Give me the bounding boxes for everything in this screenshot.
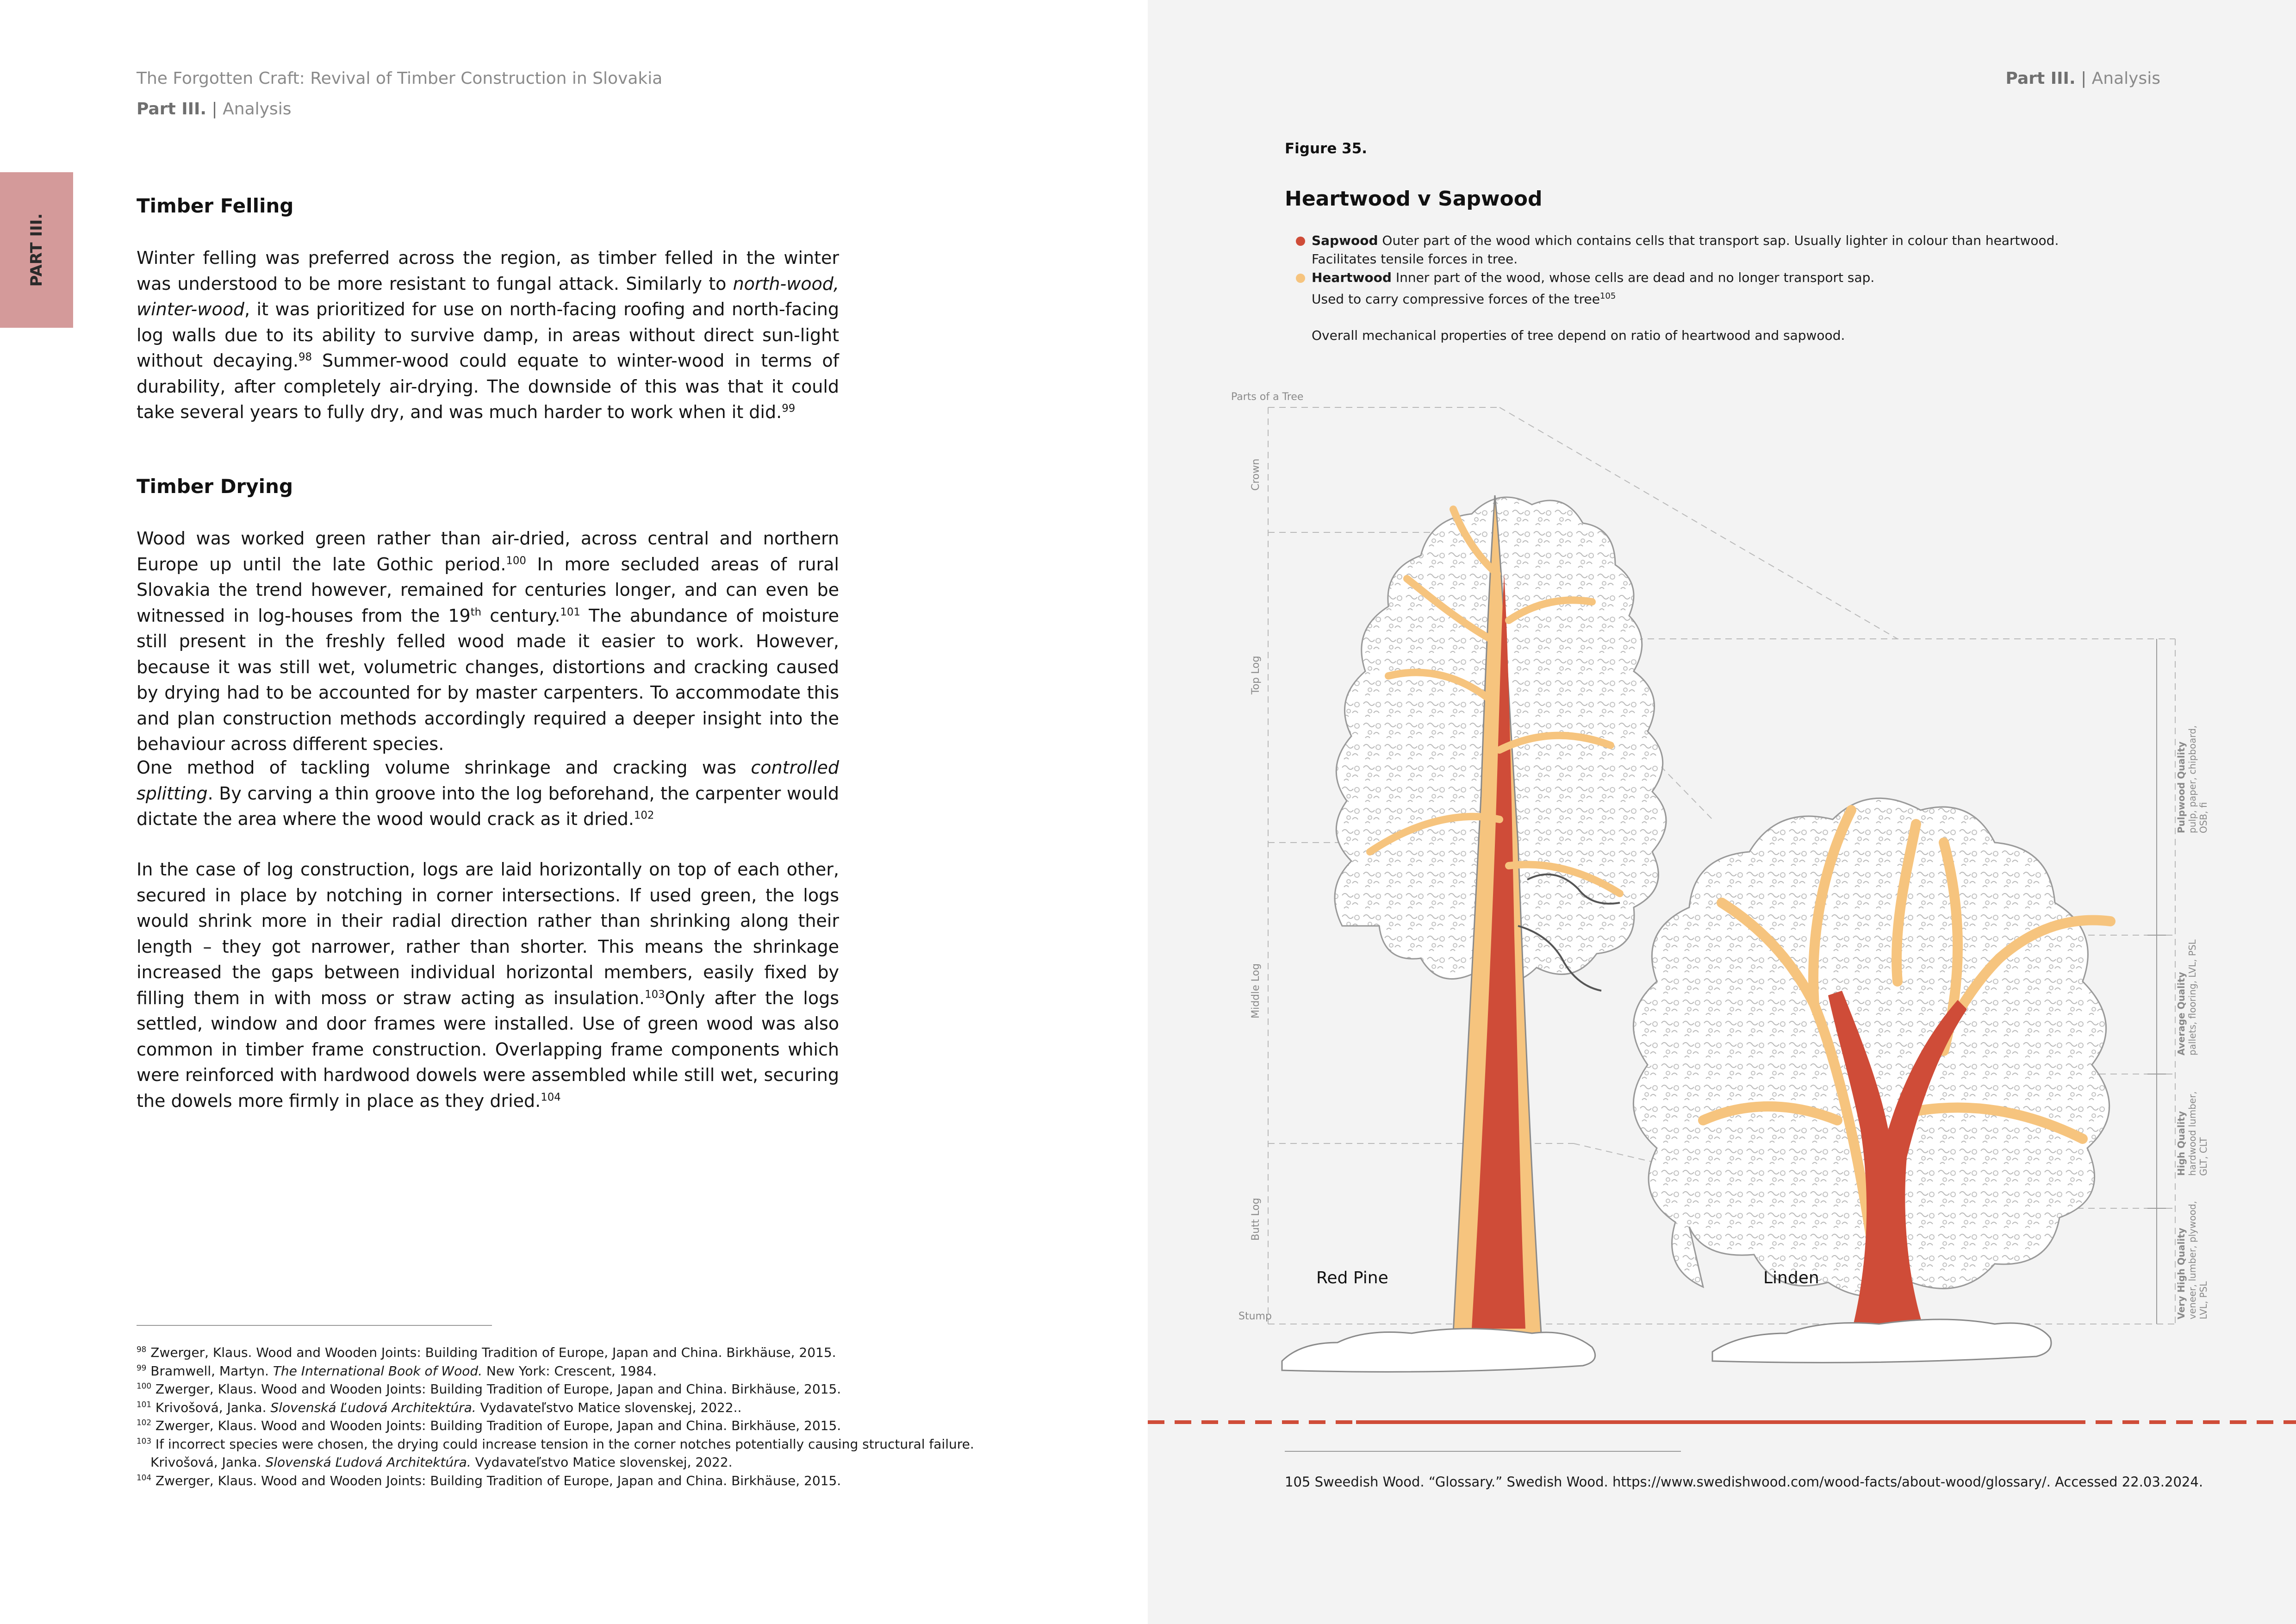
quality-pulpwood-uses: pulp, paper, chipboard,: [2187, 725, 2198, 833]
footnotes: [137, 1343, 974, 1490]
heading-timber-felling: Timber Felling: [137, 194, 294, 217]
running-header-title: The Forgotten Craft: Revival of Timber Construction in Slovakia: [137, 69, 663, 88]
dashed-separator: [1148, 1419, 2296, 1425]
legend-sapwood-line2: Facilitates tensile forces in tree.: [1312, 251, 1518, 267]
right-footnote-105: 105 Sweedish Wood. “Glossary.” Swedish Wood. https://www.swedishwood.com/wood-facts/about-wood/glossary/. Accessed 22.03.2024.: [1285, 1474, 2203, 1490]
quality-very-high-uses2: LVL, PSL: [2198, 1281, 2209, 1319]
figure-title: Heartwood v Sapwood: [1285, 187, 1543, 211]
legend-sapwood-term: Sapwood: [1312, 233, 1378, 248]
part-crown: Crown: [1250, 458, 1262, 491]
tree-label-linden: Linden: [1763, 1268, 1819, 1287]
part-top-log: Top Log: [1250, 656, 1262, 694]
tree-label-red-pine: Red Pine: [1316, 1268, 1388, 1287]
legend-heartwood-ref: 105: [1599, 291, 1616, 301]
paragraph-timber-drying-2: One method of tackling volume shrinkage and cracking was controlled splitting. By carving a thin groove into the log beforehand, the carpenter would dictate the area where the wood would crack as it dried.$^{102}$: [137, 757, 839, 829]
quality-average-uses: pallets, flooring, LVL, PSL: [2187, 939, 2198, 1056]
footnote-104: $^{104}$ Zwerger, Klaus. Wood and Wooden Joints: Building Tradition of Europe, Japan and China. Birkhäuse, 2015.: [137, 1473, 841, 1488]
footnote-98: $^{98}$ Zwerger, Klaus. Wood and Wooden Joints: Building Tradition of Europe, Japan and China. Birkhäuse, 2015.: [137, 1344, 836, 1360]
footnote-100: $^{100}$ Zwerger, Klaus. Wood and Wooden Joints: Building Tradition of Europe, Japan and China. Birkhäuse, 2015.: [137, 1381, 841, 1397]
header-section-label: Analysis: [223, 100, 292, 119]
footnote-102: $^{102}$ Zwerger, Klaus. Wood and Wooden Joints: Building Tradition of Europe, Japan and China. Birkhäuse, 2015.: [137, 1418, 841, 1433]
paragraph-timber-felling: Winter felling was preferred across the region, as timber felled in the winter was understood to be more resistant to fungal attack. Similarly to north-wood, winter-wood, it was prioritized for use on north-facing roofing and north-facing log walls due to its ability to survive damp, in areas without direct sun-light without decaying.$^{98}$ Summer-wood could equate to winter-wood in terms of durability, after completely air-drying. The downside of this was that it could take several years to fully dry, and was much harder to work when it did.$^{99}$: [137, 248, 839, 422]
parts-title: Parts of a Tree: [1231, 391, 1304, 403]
legend-note: Overall mechanical properties of tree depend on ratio of heartwood and sapwood.: [1312, 328, 1845, 343]
footnote-divider: [137, 1325, 492, 1326]
legend-sapwood-line1: Outer part of the wood which contains cells that transport sap. Usually lighter in colour than heartwood.: [1382, 233, 2059, 248]
legend-heartwood-line2: Used to carry compressive forces of the tree: [1312, 291, 1600, 307]
tree-illustration: [1213, 380, 2240, 1389]
legend-heartwood-term: Heartwood: [1312, 270, 1392, 285]
part-stump: Stump: [1238, 1311, 1272, 1322]
footnote-99: $^{99}$ Bramwell, Martyn. The International Book of Wood. New York: Crescent, 1984.: [137, 1363, 657, 1379]
part-side-tab: [0, 172, 73, 328]
ground: [1282, 1319, 2051, 1372]
header-part-label: Part III.: [137, 100, 207, 119]
right-header-section-label: Analysis: [2091, 69, 2160, 88]
paragraph-timber-drying-3: In the case of log construction, logs are laid horizontally on top of each other, secured in place by notching in corner intersections. If used green, the logs would shrink more in their radial direction rather than shrinking along their length – they got narrower, rather than shorter. This means the shrinkage increased the gaps between individual horizontal members, easily fixed by filling them in with moss or straw acting as insulation.$^{103}$Only after the logs settled, window and door frames were installed. Use of green wood was also common in timber frame construction. Overlapping frame components which were reinforced with hardwood dowels were assembled while still wet, securing the dowels more firmly in place as they dried.$^{104}$: [137, 859, 840, 1111]
footnote-103-cont: Krivošová, Janka. Slovenská Ľudová Architektúra. Vydavateľstvo Matice slovenskej, 2022.: [150, 1455, 733, 1470]
legend-heartwood: [1296, 269, 1874, 308]
quality-pulpwood-uses2: OSB, fi: [2198, 802, 2209, 833]
quality-average: Average Quality: [2176, 972, 2187, 1056]
paragraph-timber-drying-1: Wood was worked green rather than air-dried, across central and northern Europe up until the late Gothic period.$^{100}$ In more secluded areas of rural Slovakia the trend however, remained for centuries longer, and can even be witnessed in log-houses from the 19th century.$^{101}$ The abundance of moisture still present in the freshly felled wood made it easier to work. However, because it was still wet, volumetric changes, distortions and cracking caused by drying had to be accounted for by master carpenters. To accommodate this and plan construction methods accordingly required a deeper insight into the behaviour across different species.: [137, 528, 839, 754]
heartwood-swatch-icon: [1296, 274, 1305, 283]
heading-timber-drying: Timber Drying: [137, 475, 293, 498]
quality-very-high: Very High Quality: [2176, 1228, 2187, 1319]
right-footnote-divider: [1285, 1451, 1681, 1452]
quality-high-uses: hardwood lumber,: [2187, 1091, 2198, 1176]
part-butt-log: Butt Log: [1250, 1198, 1262, 1241]
quality-very-high-uses: veneer, lumber, plywood,: [2187, 1201, 2198, 1319]
quality-high: High Quality: [2176, 1111, 2187, 1176]
part-middle-log: Middle Log: [1250, 963, 1262, 1018]
footnote-103: $^{103}$ If incorrect species were chosen, the drying could increase tension in the corner notches potentially causing structural failure.: [137, 1436, 974, 1452]
running-header-part: Part III. | Analysis: [137, 100, 292, 119]
quality-high-uses2: GLT, CLT: [2198, 1137, 2209, 1176]
legend-sapwood: [1296, 231, 2059, 269]
legend-heartwood-line1: Inner part of the wood, whose cells are dead and no longer transport sap.: [1395, 270, 1875, 285]
figure-number: Figure 35.: [1285, 140, 1368, 157]
right-running-header: Part III. | Analysis: [2005, 69, 2160, 88]
quality-pulpwood: Pulpwood Quality: [2176, 741, 2187, 833]
right-header-part-label: Part III.: [2005, 69, 2076, 88]
side-tab-label: PART III.: [27, 213, 46, 287]
sapwood-swatch-icon: [1296, 237, 1305, 246]
footnote-101: $^{101}$ Krivošová, Janka. Slovenská Ľudová Architektúra. Vydavateľstvo Matice slovenskej, 2022..: [137, 1399, 742, 1415]
